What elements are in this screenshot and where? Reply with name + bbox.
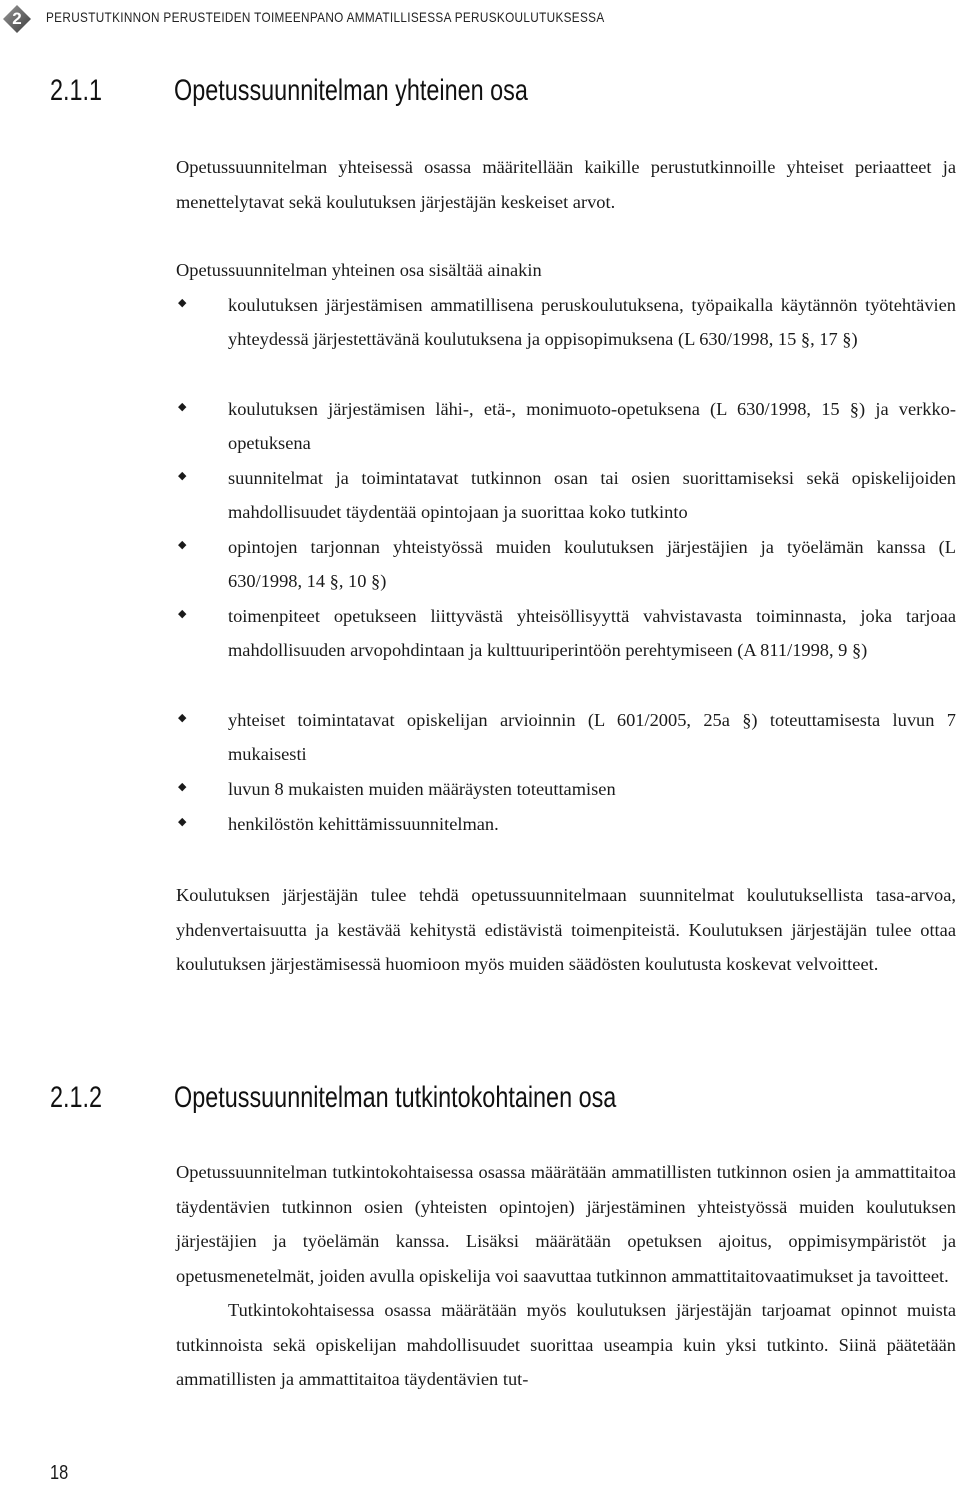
page-number: 18 — [50, 1462, 69, 1484]
running-title: PERUSTUTKINNON PERUSTEIDEN TOIMEENPANO AMMATILLISESSA PERUSKOULUTUKSESSA — [46, 9, 605, 25]
section-1-closing — [176, 878, 956, 982]
body-paragraph: Opetussuunnitelman tutkintokohtaisessa osassa määrätään ammatillisten tutkinnon osien ja ammattitaitoa täydentävien tutkinnon osien (yhteisten opintojen) järjestäminen yhteistyössä muiden koulutuksen järjestäjien ja työelämän kanssa. Lisäksi määrätään opetuksen ajoitus, oppimisympäristöt ja opetusmenetelmät, joiden avulla opiskelija voi saavuttaa tutkinnon ammattitaitovaatimukset ja tavoitteet. — [176, 1162, 956, 1286]
intro-paragraph: Opetussuunnitelman yhteisessä osassa määritellään kaikille perustutkinnoille yhteiset periaatteet ja menettelytavat sekä koulutuksen järjestäjän keskeiset arvot. — [176, 157, 956, 212]
list-item: ◆ suunnitelmat ja toimintatavat tutkinnon osan tai osien suorittamiseksi sekä opiskelijoiden mahdollisuudet täydentää opintojaan ja suorittaa koko tutkinto — [178, 467, 956, 522]
content-list — [176, 288, 956, 842]
section-heading-2 — [50, 1081, 616, 1121]
section-1-intro — [176, 150, 956, 219]
body-paragraph: Tutkintokohtaisessa osassa määrätään myös koulutuksen järjestäjän tarjoamat opinnot muista tutkinnoista sekä opiskelijan mahdollisuudet suorittaa useampia kuin yksi tutkinto. Siinä päätetään ammatillisten ja ammattitaitoa täydentävien tut- — [176, 1300, 956, 1389]
diamond-bullet-icon: ◆ — [178, 296, 187, 309]
list-item: ◆ yhteiset toimintatavat opiskelijan arvioinnin (L 601/2005, 25a §) toteuttamisesta luvun 7 mukaisesti — [178, 709, 956, 764]
diamond-bullet-icon: ◆ — [178, 607, 187, 620]
diamond-bullet-icon: ◆ — [178, 780, 187, 793]
section-2-body — [176, 1155, 956, 1397]
list-item: ◆ opintojen tarjonnan yhteistyössä muiden koulutuksen järjestäjien ja työelämän kanssa (L 630/1998, 14 §, 10 §) — [178, 536, 956, 591]
section-number: 2.1.1 — [50, 74, 103, 107]
section-title: Opetussuunnitelman tutkintokohtainen osa — [174, 1081, 617, 1114]
section-heading-1 — [50, 74, 528, 114]
page-header — [0, 0, 960, 40]
list-item: ◆ toimenpiteet opetukseen liittyvästä yhteisöllisyyttä vahvistavasta toiminnasta, joka tarjoaa mahdollisuuden arvopohdintaan ja kulttuuriperintöön perehtymiseen (A 811/1998, 9 §) — [178, 605, 956, 660]
chapter-number: 2 — [12, 9, 22, 28]
diamond-bullet-icon: ◆ — [178, 538, 187, 551]
section-title: Opetussuunnitelman yhteinen osa — [174, 74, 528, 107]
list-item: ◆ henkilöstön kehittämissuunnitelman. — [178, 813, 499, 834]
list-item: ◆ luvun 8 mukaisten muiden määräysten toteuttamisen — [178, 778, 616, 799]
section-number: 2.1.2 — [50, 1081, 103, 1114]
diamond-bullet-icon: ◆ — [178, 469, 187, 482]
list-item: ◆ koulutuksen järjestämisen lähi-, etä-, monimuoto-opetuksena (L 630/1998, 15 §) ja verkko-opetuksena — [178, 398, 956, 453]
diamond-bullet-icon: ◆ — [178, 815, 187, 828]
closing-paragraph: Koulutuksen järjestäjän tulee tehdä opetussuunnitelmaan suunnitelmat koulutuksellista tasa-arvoa, yhdenvertaisuutta ja kestävää kehitystä edistävistä toimenpiteistä. Koulutuksen järjestäjän tulee ottaa koulutuksen järjestämisessä huomioon myös muiden säädösten koulutusta koskevat velvoitteet. — [176, 885, 956, 974]
diamond-bullet-icon: ◆ — [178, 711, 187, 724]
chapter-badge — [2, 4, 32, 34]
list-item: ◆ koulutuksen järjestämisen ammatillisena peruskoulutuksena, työpaikalla käytännön työtehtävien yhteydessä järjestettävänä koulutuksena ja oppisopimuksena (L 630/1998, 15 §, 17 §) — [178, 294, 956, 349]
diamond-bullet-icon: ◆ — [178, 400, 187, 413]
section-1-list-block — [176, 253, 956, 842]
list-lead: Opetussuunnitelman yhteinen osa sisältää ainakin — [176, 260, 542, 280]
